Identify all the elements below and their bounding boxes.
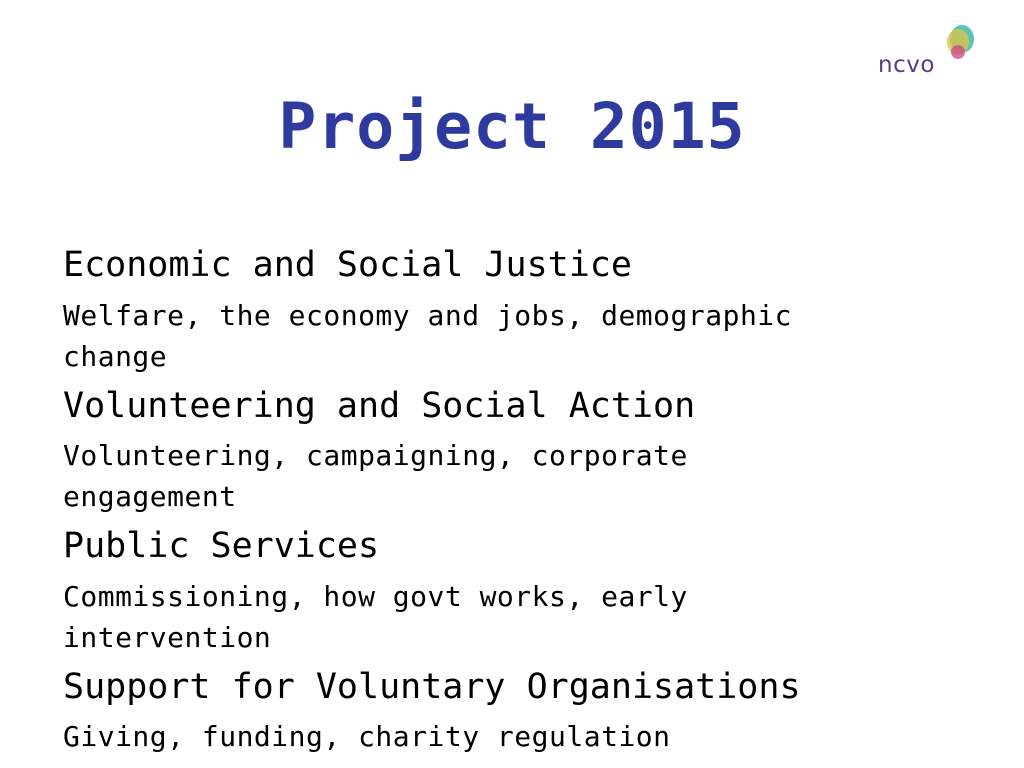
section-list [63,246,963,767]
description-line: change [63,339,168,373]
description-line: Volunteering, campaigning, corporate [63,439,688,472]
section-heading: Support for Voluntary Organisations [63,666,801,707]
section-support-voluntary-organisations [63,668,963,758]
description-line: Welfare, the economy and jobs, demographic [63,298,793,332]
description-line: engagement [63,480,237,513]
section-heading: Economic and Social Justice [63,245,632,285]
section-public-services [63,527,963,658]
section-description [63,716,963,757]
section-heading: Volunteering and Social Action [63,385,696,426]
ncvo-logo [874,24,984,84]
section-description [63,576,963,658]
section-economic-social-justice [63,246,963,377]
section-heading: Public Services [63,526,380,566]
section-description [63,295,963,377]
section-volunteering-social-action [63,387,963,518]
description-line: intervention [63,620,272,654]
ncvo-logo-mark-icon [942,24,978,64]
ncvo-logo-text: ncvo [878,52,935,78]
slide-title: Project 2015 [278,90,746,163]
section-description [63,435,963,517]
description-line: Commissioning, how govt works, early [63,579,688,613]
description-line: Giving, funding, charity regulation [63,720,671,753]
